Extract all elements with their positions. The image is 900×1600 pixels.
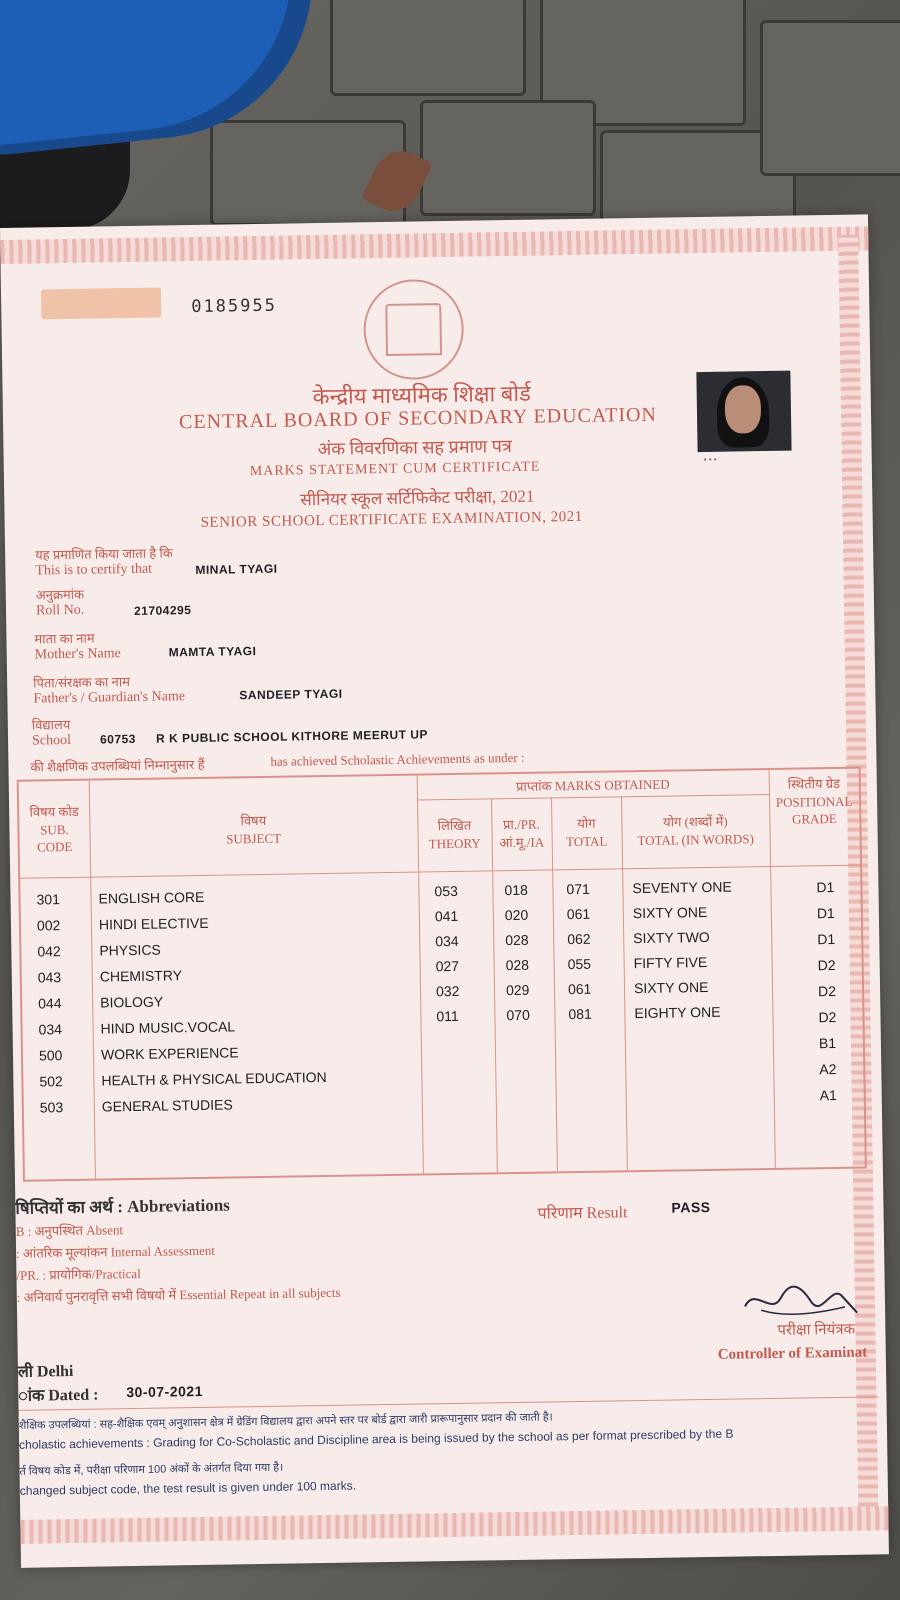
cell-words: SIXTY ONE	[632, 903, 708, 922]
school-name: R K PUBLIC SCHOOL KITHORE MEERUT UP	[155, 727, 429, 746]
certify-label-hindi: यह प्रमाणित किया जाता है कि	[35, 545, 173, 563]
controller-title-hindi: परीक्षा नियंत्रक	[777, 1321, 856, 1339]
cell-total: 081	[568, 1005, 592, 1023]
cell-ia: 020	[504, 906, 529, 924]
footer-note-english-2: changed subject code, the test result is given under 100 marks.	[19, 1478, 357, 1498]
header-total-words: योग (शब्दों में) TOTAL (IN WORDS)	[637, 813, 755, 848]
date-value: 30-07-2021	[126, 1382, 204, 1401]
cell-code: 043	[37, 969, 62, 986]
cell-words: FIFTY FIVE	[633, 953, 708, 972]
father-label-hindi: पिता/संरक्षक का नाम	[33, 674, 131, 691]
cell-code: 042	[37, 943, 61, 960]
header-positional-grade: स्थितीय ग्रेड POSITIONAL GRADE	[775, 775, 853, 827]
cell-grade: A2	[819, 1060, 837, 1078]
cell-code: 044	[38, 995, 62, 1012]
cell-subject: HINDI ELECTIVE	[98, 914, 209, 933]
board-name-english: CENTRAL BOARD OF SECONDARY EDUCATION	[178, 403, 658, 434]
cell-total: 061	[566, 905, 591, 923]
cell-code: 503	[39, 1099, 64, 1116]
cell-words: SIXTY ONE	[633, 978, 709, 997]
cell-theory: 041	[434, 907, 459, 925]
father-label-english: Father's / Guardian's Name	[33, 689, 186, 707]
cell-subject: BIOLOGY	[100, 993, 164, 1011]
cell-theory: 011	[436, 1007, 459, 1025]
footer-note-hindi-1: शैक्षिक उपलब्धियां : सह-शैक्षिक एवम् अनुशासन क्षेत्र में ग्रेडिंग विद्यालय द्वारा अपने स्तर पर बोर्ड द्वारा जारी प्रारूपानुसार प्रदान की जाती है।	[18, 1411, 553, 1432]
cell-grade: D1	[816, 878, 835, 896]
header-sub-code: विषय कोड SUB. CODE	[29, 803, 79, 855]
achievements-label-english: has achieved Scholastic Achievements as under :	[270, 749, 525, 769]
cell-grade: D2	[818, 1008, 837, 1026]
cell-ia: 029	[505, 981, 530, 999]
cell-theory: 034	[435, 932, 459, 950]
serial-number: 0185955	[191, 295, 278, 318]
serial-label-stamp	[41, 287, 161, 319]
decorative-border-bottom	[20, 1506, 888, 1544]
roll-label-hindi: अनुक्रमांक	[35, 586, 85, 603]
cell-code: 002	[36, 917, 61, 934]
header-theory: लिखित THEORY	[428, 817, 481, 851]
achievements-label-hindi: की शैक्षणिक उपलब्धियां निम्नानुसार हैं	[30, 756, 205, 775]
cell-words: EIGHTY ONE	[634, 1003, 721, 1022]
cell-ia: 070	[506, 1006, 530, 1024]
cell-grade: D1	[817, 930, 836, 948]
result-label: परिणाम Result	[537, 1204, 628, 1223]
cell-subject: PHYSICS	[99, 941, 161, 959]
abbreviation-internal-assessment: : आंतरिक मूल्यांकन Internal Assessment	[15, 1242, 216, 1261]
cell-subject: ENGLISH CORE	[98, 888, 205, 907]
header-subject: विषय SUBJECT	[226, 812, 282, 847]
paver-stone	[760, 20, 900, 176]
cell-subject: GENERAL STUDIES	[101, 1096, 233, 1115]
cell-grade: D1	[816, 904, 835, 922]
mother-name: MAMTA TYAGI	[168, 644, 257, 660]
photo-caption: ▪ ▪ ▪	[703, 454, 717, 464]
cell-total: 071	[566, 880, 590, 898]
cbse-emblem-icon	[363, 279, 465, 381]
school-label-english: School	[31, 732, 72, 749]
cell-subject: HEALTH & PHYSICAL EDUCATION	[101, 1068, 327, 1089]
board-name-hindi: केन्द्रीय माध्यमिक शिक्षा बोर्ड	[312, 380, 531, 410]
cell-total: 061	[567, 980, 592, 998]
footer-note-hindi-2: र्त विषय कोड में, परीक्षा परिणाम 100 अंकों के अंतर्गत दिया गया है।	[19, 1461, 284, 1478]
document-title-hindi: अंक विवरणिका सह प्रमाण पत्र	[317, 435, 513, 460]
cell-theory: 032	[435, 982, 460, 1000]
cell-code: 500	[38, 1047, 63, 1064]
cell-ia: 018	[504, 881, 528, 899]
footer-note-english-1: cholastic achievements : Grading for Co-Scholastic and Discipline area is being issued by the school as per format prescribed by the B	[19, 1426, 734, 1452]
cell-subject: HIND MUSIC.VOCAL	[100, 1018, 236, 1037]
abbreviation-essential-repeat: : अनिवार्य पुनरावृत्ति सभी विषयो में Essential Repeat in all subjects	[16, 1284, 341, 1305]
cell-grade: A1	[819, 1086, 837, 1104]
cell-total: 055	[567, 955, 592, 973]
place: ली Delhi	[17, 1362, 74, 1381]
student-photo	[696, 371, 791, 452]
controller-signature	[741, 1275, 862, 1323]
cell-ia: 028	[505, 931, 529, 949]
mother-label-hindi: माता का नाम	[34, 630, 95, 647]
cell-words: SIXTY TWO	[633, 928, 710, 947]
cell-theory: 053	[434, 882, 458, 900]
header-ia: प्रा./PR. आं.मू./IA	[499, 816, 545, 850]
paver-stone	[330, 0, 526, 96]
marks-table	[17, 767, 867, 1182]
father-name: SANDEEP TYAGI	[239, 686, 343, 703]
exam-title-hindi: सीनियर स्कूल सर्टिफिकेट परीक्षा, 2021	[300, 486, 535, 510]
result-value: PASS	[671, 1198, 711, 1216]
cell-subject: WORK EXPERIENCE	[100, 1044, 239, 1063]
header-total: योग TOTAL	[565, 815, 608, 849]
student-name: MINAL TYAGI	[195, 561, 278, 577]
abbreviation-practical: /PR. : प्रायोगिक/Practical	[16, 1265, 141, 1283]
paver-stone	[420, 100, 596, 216]
abbreviation-absent: B : अनुपस्थित Absent	[15, 1222, 124, 1239]
cell-subject: CHEMISTRY	[99, 967, 183, 985]
cell-total: 062	[567, 930, 591, 948]
marks-certificate	[0, 214, 889, 1567]
cell-code: 502	[39, 1073, 63, 1090]
cell-words: SEVENTY ONE	[632, 878, 732, 897]
roll-number: 21704295	[133, 603, 192, 618]
cell-code: 034	[38, 1021, 63, 1038]
school-code: 60753	[99, 731, 137, 747]
school-label-hindi: विद्यालय	[31, 716, 71, 733]
document-title-english: MARKS STATEMENT CUM CERTIFICATE	[249, 459, 541, 480]
header-marks-obtained: प्राप्तांक MARKS OBTAINED	[515, 776, 670, 794]
mother-label-english: Mother's Name	[34, 646, 121, 663]
roll-label-english: Roll No.	[35, 602, 85, 619]
cell-grade: B1	[818, 1034, 837, 1052]
cell-ia: 028	[505, 956, 530, 974]
decorative-border-top	[0, 226, 868, 264]
abbreviations-title: षिप्तियों का अर्थ : Abbreviations	[15, 1195, 230, 1218]
certify-label-english: This is to certify that	[35, 561, 153, 579]
cell-grade: D2	[817, 956, 836, 974]
cell-code: 301	[36, 891, 61, 908]
cell-grade: D2	[817, 982, 837, 1000]
exam-title-english: SENIOR SCHOOL CERTIFICATE EXAMINATION, 2021	[200, 508, 583, 531]
cell-theory: 027	[435, 957, 460, 975]
dated-label: ांक Dated :	[18, 1386, 99, 1405]
controller-title-english: Controller of Examinat	[717, 1344, 868, 1363]
